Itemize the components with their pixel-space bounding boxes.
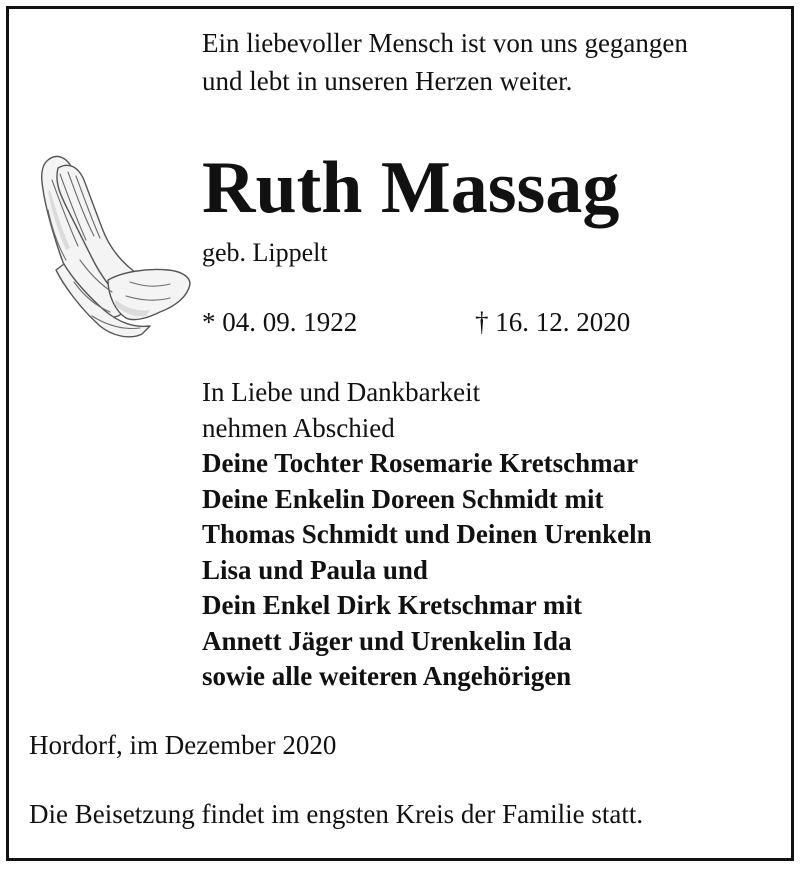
mourner-line: Lisa und Paula und (202, 554, 428, 585)
deceased-name: Ruth Massag (202, 147, 620, 229)
mourner-line: Annett Jäger und Urenkelin Ida (202, 625, 572, 656)
mourner-line: Thomas Schmidt und Deinen Urenkeln (202, 519, 652, 549)
quote-line: und lebt in unseren Herzen weiter. (202, 66, 573, 96)
mourner-line: Deine Enkelin Doreen Schmidt mit (202, 483, 604, 514)
mourner-line: Deine Tochter Rosemarie Kretschmar (202, 448, 639, 478)
farewell-line: nehmen Abschied (202, 413, 395, 443)
farewell-text (202, 374, 480, 446)
burial-note: Die Beisetzung findet im engsten Kreis der Familie statt. (29, 799, 644, 829)
quote-line: Ein liebevoller Mensch ist von uns gegangen (202, 28, 688, 58)
place-date: Hordorf, im Dezember 2020 (29, 730, 337, 760)
mourner-line: sowie alle weiteren Angehörigen (202, 661, 572, 691)
mourners-list (202, 446, 652, 695)
birth-date: * 04. 09. 1922 (202, 307, 358, 337)
praying-hands-icon (30, 150, 192, 346)
memorial-quote (202, 24, 688, 100)
death-date: † 16. 12. 2020 (475, 307, 631, 337)
farewell-line: In Liebe und Dankbarkeit (202, 377, 481, 407)
mourner-line: Dein Enkel Dirk Kretschmar mit (202, 590, 582, 620)
maiden-name: geb. Lippelt (202, 238, 328, 267)
